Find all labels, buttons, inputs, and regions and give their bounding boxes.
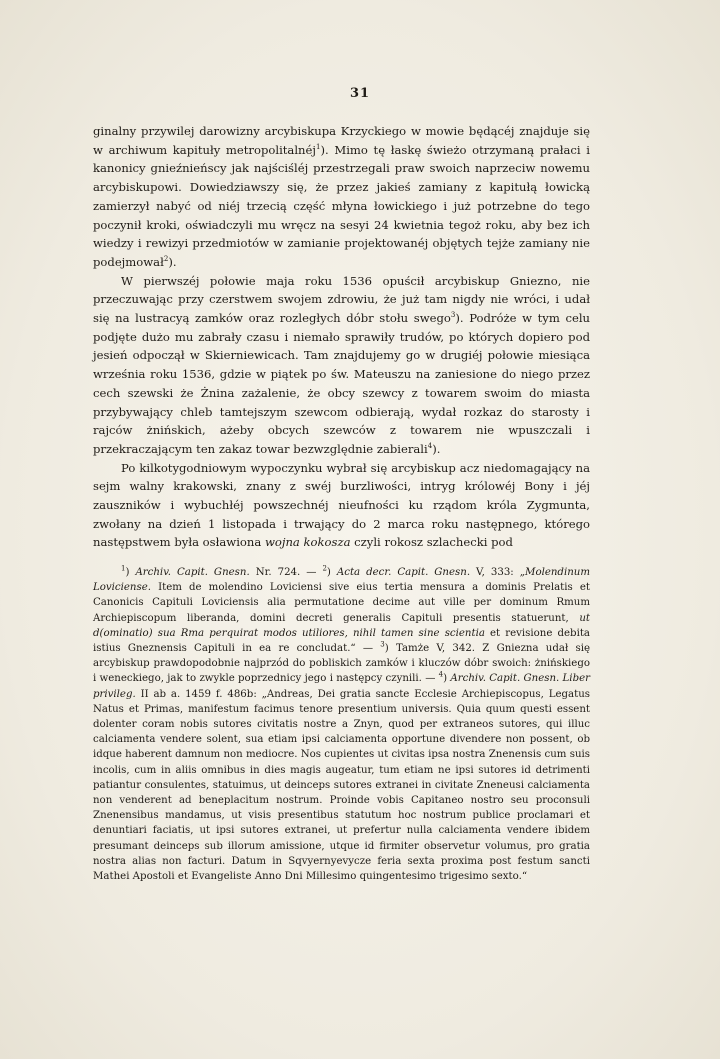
footnote-ref-3: 3 xyxy=(450,311,456,320)
paragraph-1: ginalny przywilej darowizny arcybiskupa Krzyckiego w mowie będącéj znajduje się w archiwum kapituły metropolitalnéj$^1$). Mimo tę łaskę świeżo otrzymaną prałaci i kanonicy gnieźnieńscy jak najściśléj przestrzegali praw swoich naprzeciw nowemu arcybiskupowi. Dowiedziawszy się, że przez jakieś zamiany z kapitułą łowicką zamierzył nabyć od niéj trzecią część młyna łowickiego i już potrzebne do tego poczynił kroki, oświadczyli mu wręcz na sesyi 24 kwietnia tegoż roku, aby bez ich wiedzy i rewizyi przedmiotów w zamianie projektowanéj objętych tejże zamiany nie podejmował$^2$). xyxy=(93,124,590,269)
footnote-ref-4: 4 xyxy=(427,442,433,451)
paragraph-2: W pierwszéj połowie maja roku 1536 opuścił arcybiskup Gniezno, nie przeczuwając przy czerstwem swojem zdrowiu, że już tam nigdy nie wróci, i udał się na lustracyą zamków oraz rozległych dóbr stołu swego$^3$). Podróże w tym celu podjęte dużo mu zabrały czasu i niemało sprawiły trudów, po których dopiero pod jesień odpoczął w Skierniewicach. Tam znajdujemy go w drugiéj połowie miesiąca września roku 1536, gdzie w piątek po św. Mateuszu na zaniesione do niego przez cech szewski że Żnina zażalenie, że obcy szewcy z towarem swoim do miasta przybywający chleb tamtejszym szewcom odbierają, wydał rozkaz do starosty i rajców żnińskich, ażeby obcych szewców z towarem nie wpuszczali i przekraczającym ten zakaz towar bezwzględnie zabierali$^4$). xyxy=(93,273,590,456)
page-number: 31 xyxy=(349,86,371,101)
footnote-ref-1: 1 xyxy=(315,142,321,151)
footnote-1-2: $^1$) Archiv. Capit. Gnesn. Nr. 724. — $^2$) Acta decr. Capit. Gnesn. V, 333: „Molendinum Loviciense. Item de molendino Loviciensi sive eius tertia mensura a dominis Prelatis et Canonicis Capituli Loviciensis alia permutatione decime aut ville per dominum Rmum Archiepiscopum liberanda, domini decreti generalis Capituli presentis statuerunt, ut d(ominatio) sua Rma perquirat modos utiliores, nihil tamen sine scientia et revisione debita istius Gneznensis Capituli in ea re concludat.“ — $^3$) Tamże V, 342. Z Gniezna udał się arcybiskup prawdopodobnie najprzód do pobliskich zamków i kluczów dóbr swoich: żnińskiego i weneckiego, jak to zwykle poprzednicy jego i następcy czynili. — $^4$) Archiv. Capit. Gnesn. Liber privileg. II ab a. 1459 f. 486b: „Andreas, Dei gratia sancte Ecclesie Archiepiscopus, Legatus Natus et Primas, manifestum facimus tenore presentium universis. Quia quum questi essent dolenter coram nobis sutores civitatis nostre a Znyn, quod per extraneos sutores, qui illuc calciamenta vendere solent, sua etiam ipsi calciamenta opportune divendere non possent, ob idque haberent damnum non mediocre. Nos cupientes ut civitas ipsa nostra Znenensis cum suis incolis, cum in aliis omnibus in dies magis augeatur, tum etiam ne ipsi sutores id detrimenti patiantur consulentes, statuimus, ut deinceps sutores extranei in civitate Zneneusi calciamenta non venderent ad beneplacitum nostrum. Proinde vobis Capitaneo nostro seu proconsuli Znenensibus mandamus, ut visis presentibus statutum hoc nostrum publice proclamari et denuntiari faciatis, ut ipsi sutores extranei, ut prefertur nulla calciamenta vendere ibidem presumant deinceps sub illorum amissione, utque id firmiter observetur volumus, pro gratia nostra alias non facturi. Datum in Sqvyernyevycze feria sexta proxima post festum sancti Mathei Apostoli et Evangeliste Anno Dni Millesimo quingentesimo trigesimo sexto.“ xyxy=(93,564,590,883)
footnote-ref-2: 2 xyxy=(163,255,169,264)
main-text xyxy=(93,122,590,552)
footnotes xyxy=(93,565,590,884)
paragraph-3: Po kilkotygodniowym wypoczynku wybrał się arcybiskup acz niedomagający na sejm walny krakowski, znany z swéj burzliwości, intryg królowéj Bony i jéj zauszników i wybuchłéj powszechnéj nieufności ku rządom króla Zygmunta, zwołany na dzień 1 listopada i trwający do 2 marca roku następnego, którego następstwem była osławiona wojna kokosza czyli rokosz szlachecki pod xyxy=(93,460,590,550)
